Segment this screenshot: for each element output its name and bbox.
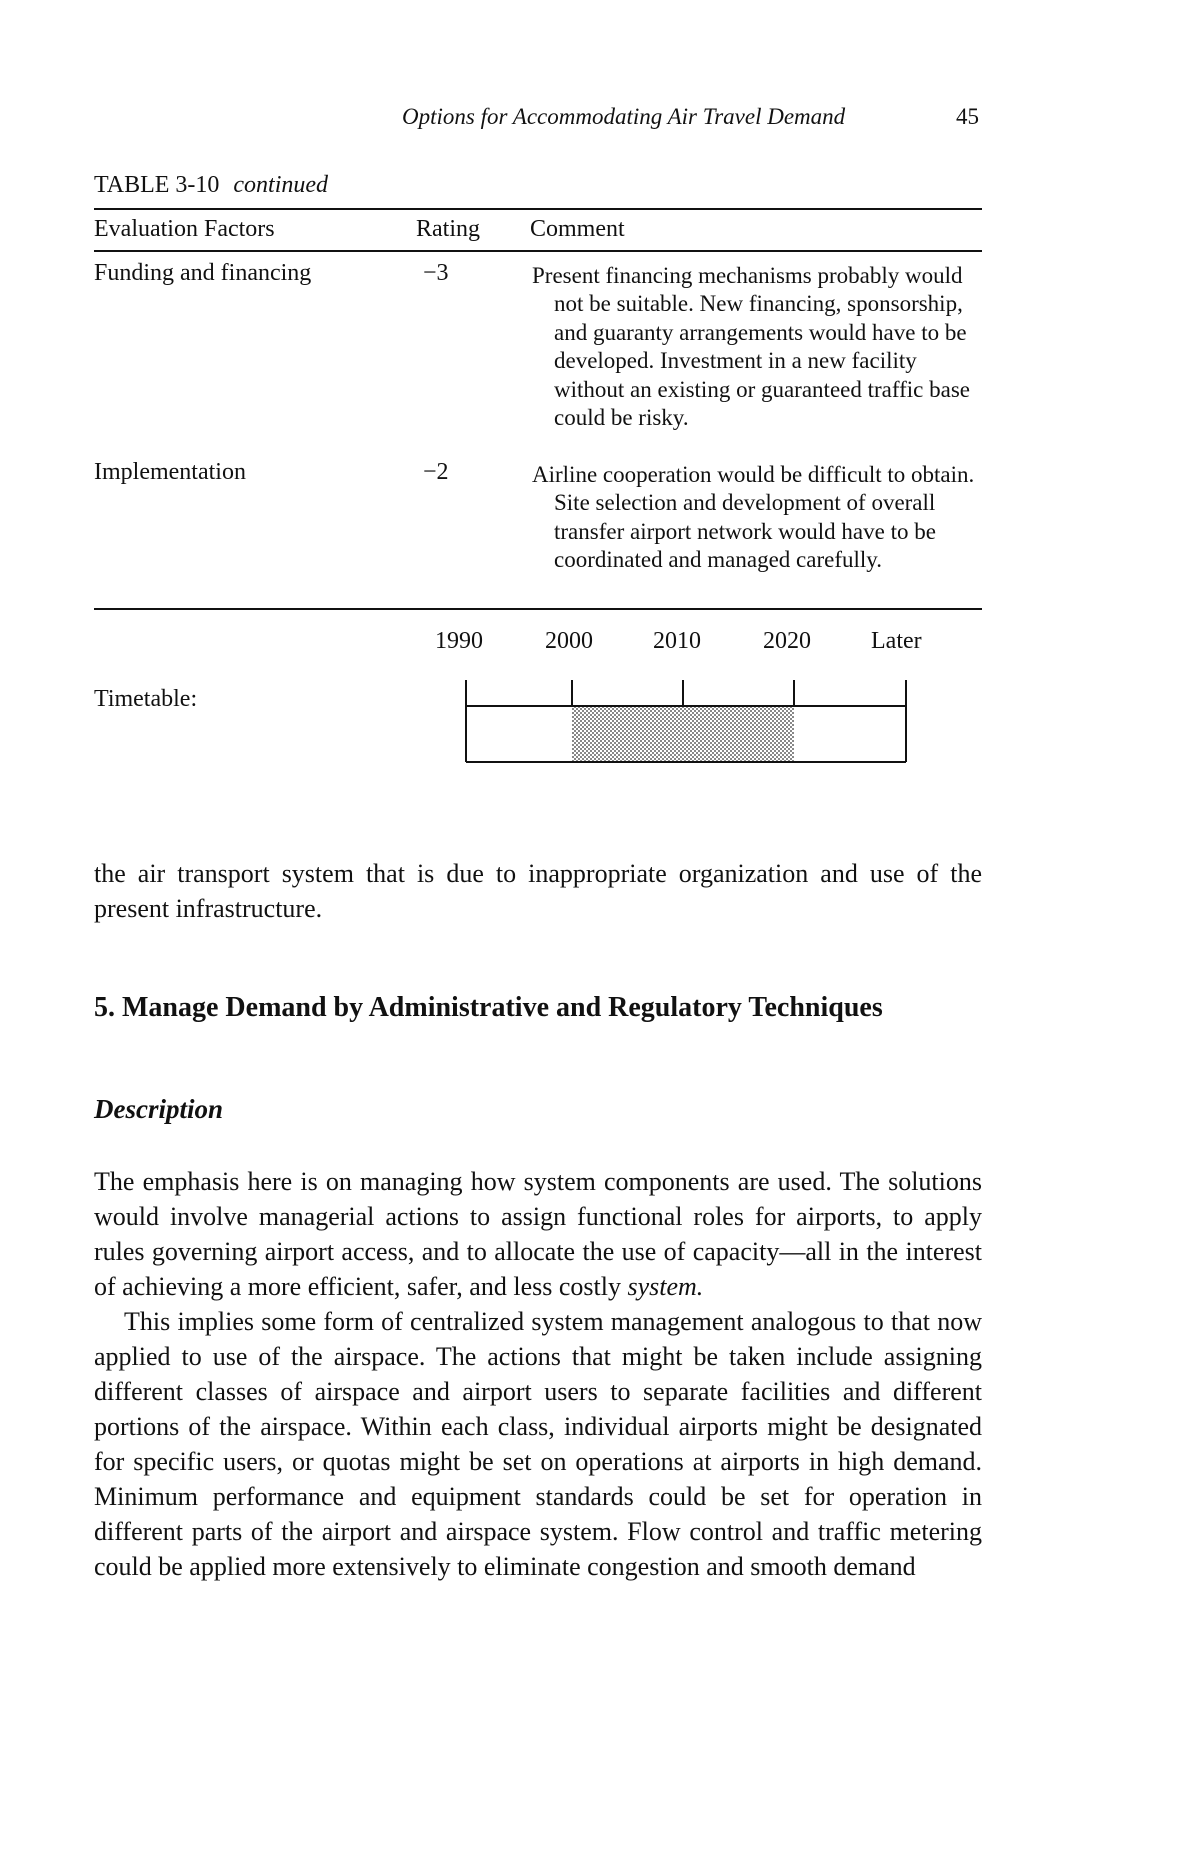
table-top-rule	[94, 208, 982, 210]
description-text	[94, 1164, 982, 1584]
paragraph-1-italic: system.	[627, 1272, 704, 1301]
timetable-year-2000: 2000	[545, 628, 593, 654]
section-title: 5. Manage Demand by Administrative and Regulatory Techniques	[94, 992, 883, 1023]
column-header-comment: Comment	[530, 216, 625, 242]
table-caption	[94, 172, 328, 199]
continued-paragraph	[94, 856, 982, 926]
row-factor-implementation: Implementation	[94, 459, 246, 485]
timetable-year-later: Later	[871, 628, 922, 654]
paragraph-1	[94, 1164, 982, 1304]
table-bottom-rule	[94, 608, 982, 610]
page-number: 45	[956, 104, 979, 129]
row-comment-funding: Present financing mechanisms probably would not be suitable. New financing, sponsorship, and guaranty arrangements would have to be developed. Investment in a new facility without an existing or guaranteed traffic base could be risky.	[532, 263, 970, 431]
timetable-year-2020: 2020	[763, 628, 811, 654]
sub-heading: Description	[94, 1094, 224, 1124]
column-header-evaluation-factors: Evaluation Factors	[94, 216, 275, 242]
timetable-year-2010: 2010	[653, 628, 701, 654]
table-caption-continued: continued	[233, 172, 329, 198]
continued-paragraph-text: the air transport system that is due to inappropriate organization and use of the present infrastructure.	[94, 859, 982, 923]
row-comment-implementation: Airline cooperation would be difficult to obtain. Site selection and development of overall transfer airport network would have to be coordinated and managed carefully.	[532, 462, 975, 573]
table-header-rule	[94, 250, 982, 252]
timetable-label: Timetable:	[94, 686, 198, 712]
table-caption-label: TABLE 3-10	[94, 172, 220, 198]
timetable-chart	[460, 676, 920, 766]
timetable-year-1990: 1990	[435, 628, 483, 654]
row-rating-implementation: −2	[423, 459, 449, 485]
timetable-shaded-2000-2010	[572, 706, 794, 762]
row-factor-funding: Funding and financing	[94, 260, 312, 286]
column-header-rating: Rating	[416, 216, 480, 242]
running-title: Options for Accommodating Air Travel Demand	[402, 104, 846, 129]
row-rating-funding: −3	[423, 260, 449, 286]
paragraph-2: This implies some form of centralized system management analogous to that now applied to use of the airspace. The actions that might be taken include assigning different classes of airspace and airport users to separate facilities and different portions of the airspace. Within each class, individual airports might be designated for specific users, or quotas might be set on operations at airports in high demand. Minimum performance and equipment standards could be set for operation in different parts of the airport and airspace system. Flow control and traffic metering could be applied more extensively to eliminate congestion and smooth demand	[94, 1307, 982, 1581]
paragraph-1-main: The emphasis here is on managing how system components are used. The solutions would involve managerial actions to assign functional roles for airports, to apply rules governing airport access, and to allocate the use of capacity—all in the interest of achieving a more efficient, safer, and less costly	[94, 1167, 982, 1301]
